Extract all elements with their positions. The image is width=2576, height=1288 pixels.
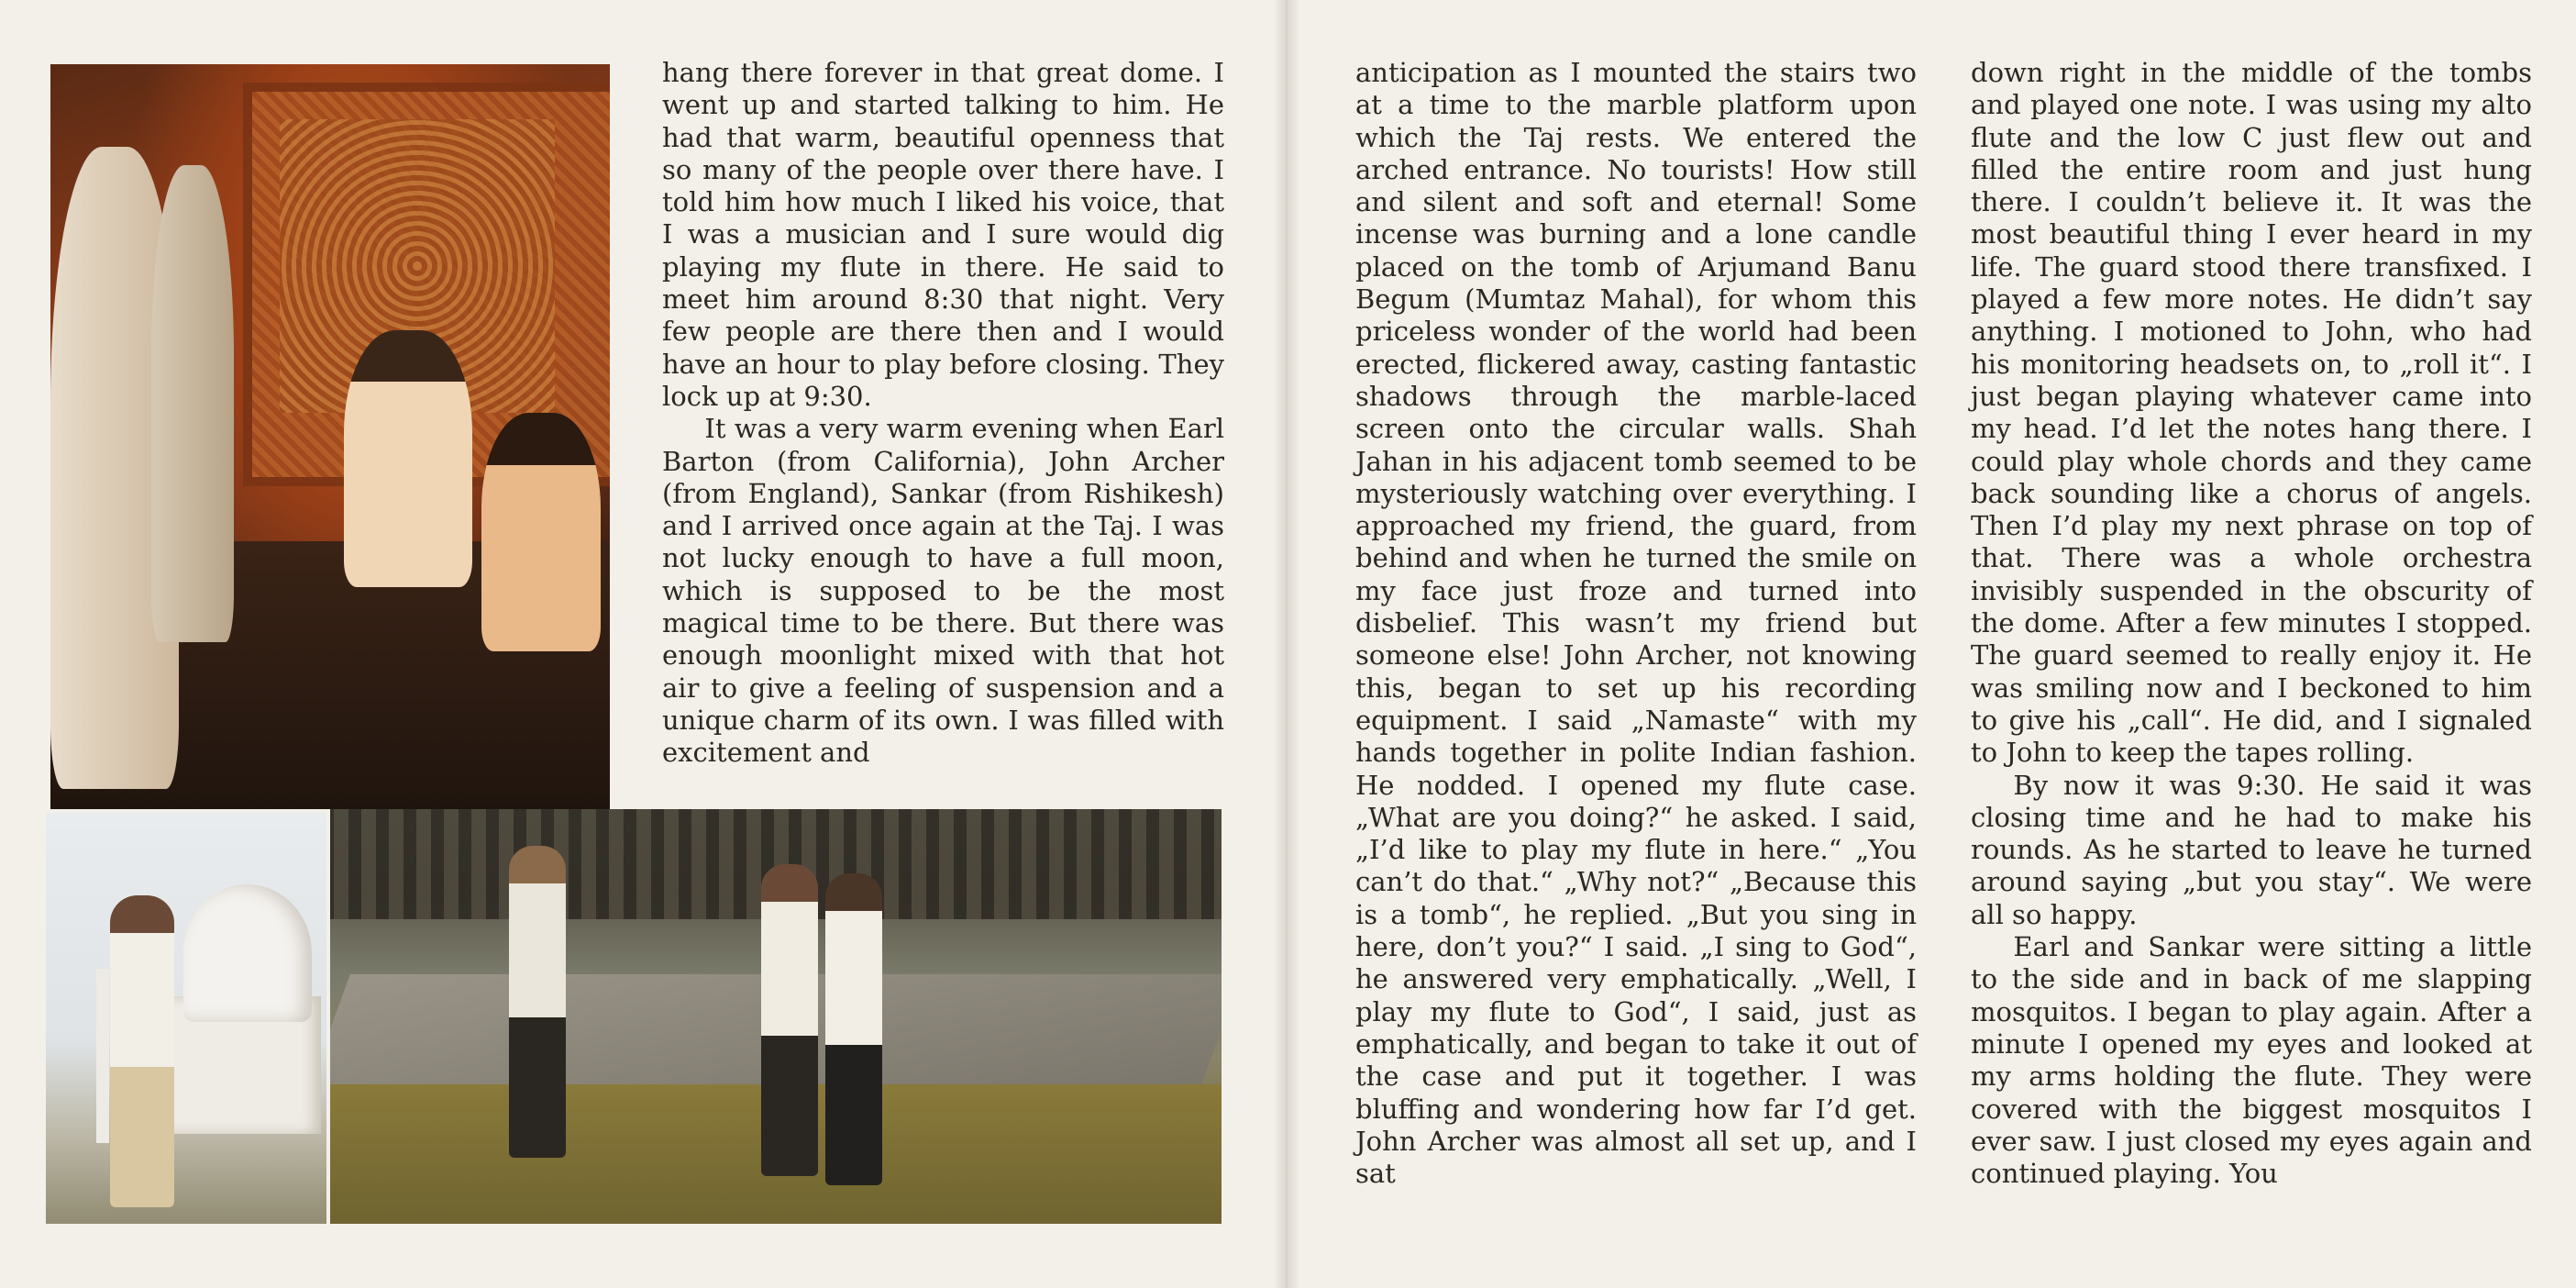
- walker-figure: [761, 864, 818, 1176]
- text-column-3: [1971, 57, 2532, 1190]
- walker-figure: [509, 846, 566, 1158]
- text-column-2: [1355, 57, 1917, 1190]
- seated-figure: [481, 413, 601, 651]
- photo-taj-interior-guards: [50, 64, 610, 809]
- paragraph: anticipation as I mounted the stairs two at a time to the marble platform upon which the Taj rests. We entered the arched entrance. No tourists! How still and silent and soft and eternal! Some incense was burning and a lone candle placed on the tomb of Arjumand Banu Begum (Mumtaz Mahal), for whom this priceless wonder of the world had been erected, flickered away, casting fantastic shadows through the marble-laced screen onto the circular walls. Shah Jahan in his adjacent tomb seemed to be mysteriously watching over everything. I approached my friend, the guard, from behind and when he turned the smile on my face just froze and turned into disbelief. This wasn’t my friend but someone else! John Archer, not knowing this, began to set up his recording equipment. I said „Namaste“ with my hands together in polite Indian fashion. He nodded. I opened my flute case. „What are you doing?“ he asked. I said, „I’d like to play my flute in here.“ „You can’t do that.“ „Why not?“ „Because this is a tomb“, he replied. „But you sing in here, don’t you?“ I said. „I sing to God“, he answered very emphatically. „Well, I play my flute to God“, I said, just as emphatically, and began to take it out of the case and put it together. I was bluffing and wondering how far I’d get. John Archer was almost all set up, and I sat: [1355, 57, 1917, 1190]
- paragraph: It was a very warm evening when Earl Barton (from California), John Archer (from England), Sankar (from Rishikesh) and I arrived once again at the Taj. I was not lucky enough to have a full moon, which is supposed to be the most magical time to be there. But there was enough moonlight mixed with that hot air to give a feeling of suspension and a unique charm of its own. I was filled with excitement and: [662, 413, 1224, 769]
- photo-inset-taj-mahal-flutist: [46, 809, 330, 1224]
- text-column-1: [662, 57, 1224, 770]
- paragraph: down right in the middle of the tombs and played one note. I was using my alto flute and the low C just flew out and filled the entire room and just hung there. I couldn’t believe it. It was the most beautiful thing I ever heard in my life. The guard stood there transfixed. I played a few more notes. He didn’t say anything. I motioned to John, who had his monitoring headsets on, to „roll it“. I just began playing whatever came into my head. I’d let the notes hang there. I could play whole chords and they came back sounding like a chorus of angels. Then I’d play my next phrase on top of that. There was a whole orchestra invisibly suspended in the obscurity of the dome. After a few minutes I stopped. The guard seemed to really enjoy it. He was smiling now and I beckoned to him to give his „call“. He did, and I signaled to John to keep the tapes rolling.: [1971, 57, 2532, 769]
- guard-figure: [151, 165, 234, 642]
- paragraph: hang there forever in that great dome. I went up and started talking to him. He had that warm, beautiful openness that so many of the people over there have. I told him how much I liked his voice, that I was a musician and I sure would dig playing my flute in there. He said to meet him around 8:30 that night. Very few people are there then and I would have an hour to play before closing. They lock up at 9:30.: [662, 57, 1224, 412]
- seated-figure: [344, 330, 472, 587]
- book-gutter: [1273, 0, 1300, 1288]
- paragraph: Earl and Sankar were sitting a little to the side and in back of me slapping mosquitos. I began to play again. After a minute I opened my eyes and looked at my arms holding the flute. They were covered with the biggest mosquitos I ever saw. I just closed my eyes again and continued playing. You: [1971, 931, 2532, 1190]
- minaret: [96, 969, 109, 1143]
- flutist-figure: [110, 895, 174, 1207]
- taj-mahal-dome: [183, 884, 312, 1022]
- paragraph: By now it was 9:30. He said it was closing time and he had to make his rounds. As he started to leave he turned around saying „but you stay“. We were all so happy.: [1971, 769, 2532, 930]
- photo-taj-grounds-walk: [46, 809, 1222, 1224]
- walker-figure: [825, 873, 882, 1185]
